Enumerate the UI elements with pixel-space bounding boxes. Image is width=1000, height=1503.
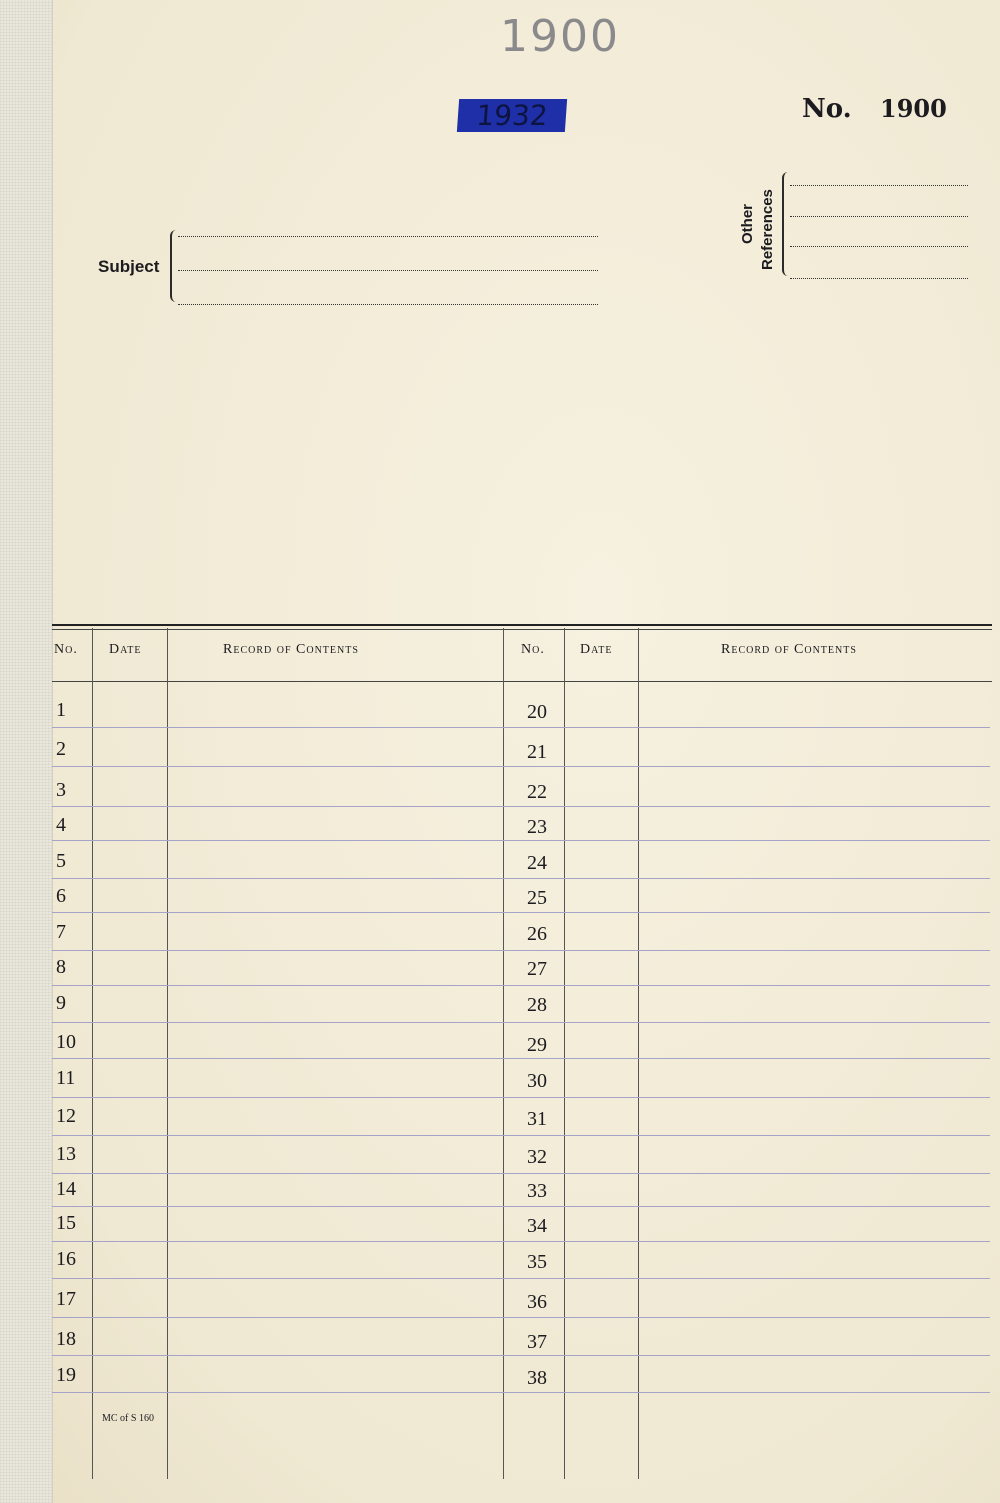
header-no-left: No. [54,642,78,657]
other-references-line-1[interactable] [790,185,968,186]
row-number-right: 26 [527,923,547,945]
row-number-left: 6 [56,885,66,907]
row-number-right: 34 [527,1215,547,1237]
row-number-right: 29 [527,1034,547,1056]
row-number-left: 2 [56,738,66,760]
column-divider-no-date-right [564,628,565,1479]
row-number-left: 4 [56,814,66,836]
row-rule [52,1173,990,1174]
row-number-left: 1 [56,699,66,721]
row-number-left: 7 [56,921,66,943]
subject-brace [170,230,178,302]
subject-line-1[interactable] [178,236,598,237]
row-rule [52,1355,990,1356]
row-number-right: 32 [527,1146,547,1168]
other-references-line-3[interactable] [790,246,968,247]
row-rule [52,950,990,951]
subject-line-2[interactable] [178,270,598,271]
row-number-right: 22 [527,781,547,803]
form-code: MC of S 160 [102,1413,154,1424]
row-rule [52,1022,990,1023]
stamp-top-number: 1900 [500,11,620,62]
header-record-left: Record of Contents [223,642,359,657]
row-number-left: 14 [56,1178,76,1200]
row-number-right: 30 [527,1070,547,1092]
row-rule [52,985,990,986]
stamp-blue-number: 1932 [457,99,567,132]
table-top-rule-thin [52,629,992,630]
row-rule [52,840,990,841]
row-number-right: 37 [527,1331,547,1353]
header-no-right: No. [521,642,545,657]
row-number-left: 5 [56,850,66,872]
other-references-label [735,172,785,272]
row-number-right: 24 [527,852,547,874]
row-rule [52,1241,990,1242]
header-record-right: Record of Contents [721,642,857,657]
row-number-left: 16 [56,1248,76,1270]
row-number-right: 31 [527,1108,547,1130]
other-references-word-1: Other [739,203,756,244]
row-number-left: 12 [56,1105,76,1127]
row-rule [52,1206,990,1207]
row-number-right: 36 [527,1291,547,1313]
row-number-left: 13 [56,1143,76,1165]
column-divider-date-record-right [638,628,639,1479]
row-number-right: 28 [527,994,547,1016]
row-rule [52,727,990,728]
row-number-right: 20 [527,701,547,723]
row-number-right: 38 [527,1367,547,1389]
table-top-rule [52,624,992,626]
row-rule [52,1392,990,1393]
row-number-right: 23 [527,816,547,838]
other-references-line-2[interactable] [790,216,968,217]
row-rule [52,878,990,879]
row-rule [52,806,990,807]
row-number-left: 19 [56,1364,76,1386]
row-rule [52,1135,990,1136]
subject-line-3[interactable] [178,304,598,305]
file-number-value: 1900 [880,94,947,123]
row-rule [52,912,990,913]
binding-spine [0,0,53,1503]
row-number-left: 10 [56,1031,76,1053]
row-number-left: 9 [56,992,66,1014]
file-number-label: No. [802,94,852,124]
header-date-left: Date [109,642,142,657]
column-divider-date-record-left [167,628,168,1479]
row-number-right: 35 [527,1251,547,1273]
row-rule [52,766,990,767]
row-rule [52,1317,990,1318]
row-number-right: 21 [527,741,547,763]
row-number-left: 11 [56,1067,76,1089]
row-number-right: 33 [527,1180,547,1202]
row-number-left: 18 [56,1328,76,1350]
row-rule [52,1278,990,1279]
other-references-word-2: References [759,189,776,270]
row-number-right: 27 [527,958,547,980]
row-number-left: 3 [56,779,66,801]
column-divider-no-date-left [92,628,93,1479]
row-rule [52,1097,990,1098]
other-references-line-4[interactable] [790,278,968,279]
other-references-brace [782,172,790,276]
row-rule [52,1058,990,1059]
subject-label: Subject [98,257,160,276]
row-number-left: 8 [56,956,66,978]
header-date-right: Date [580,642,613,657]
column-divider-center [503,628,504,1479]
row-number-right: 25 [527,887,547,909]
row-number-left: 17 [56,1288,76,1310]
row-number-left: 15 [56,1212,76,1234]
table-header-rule [52,681,992,682]
